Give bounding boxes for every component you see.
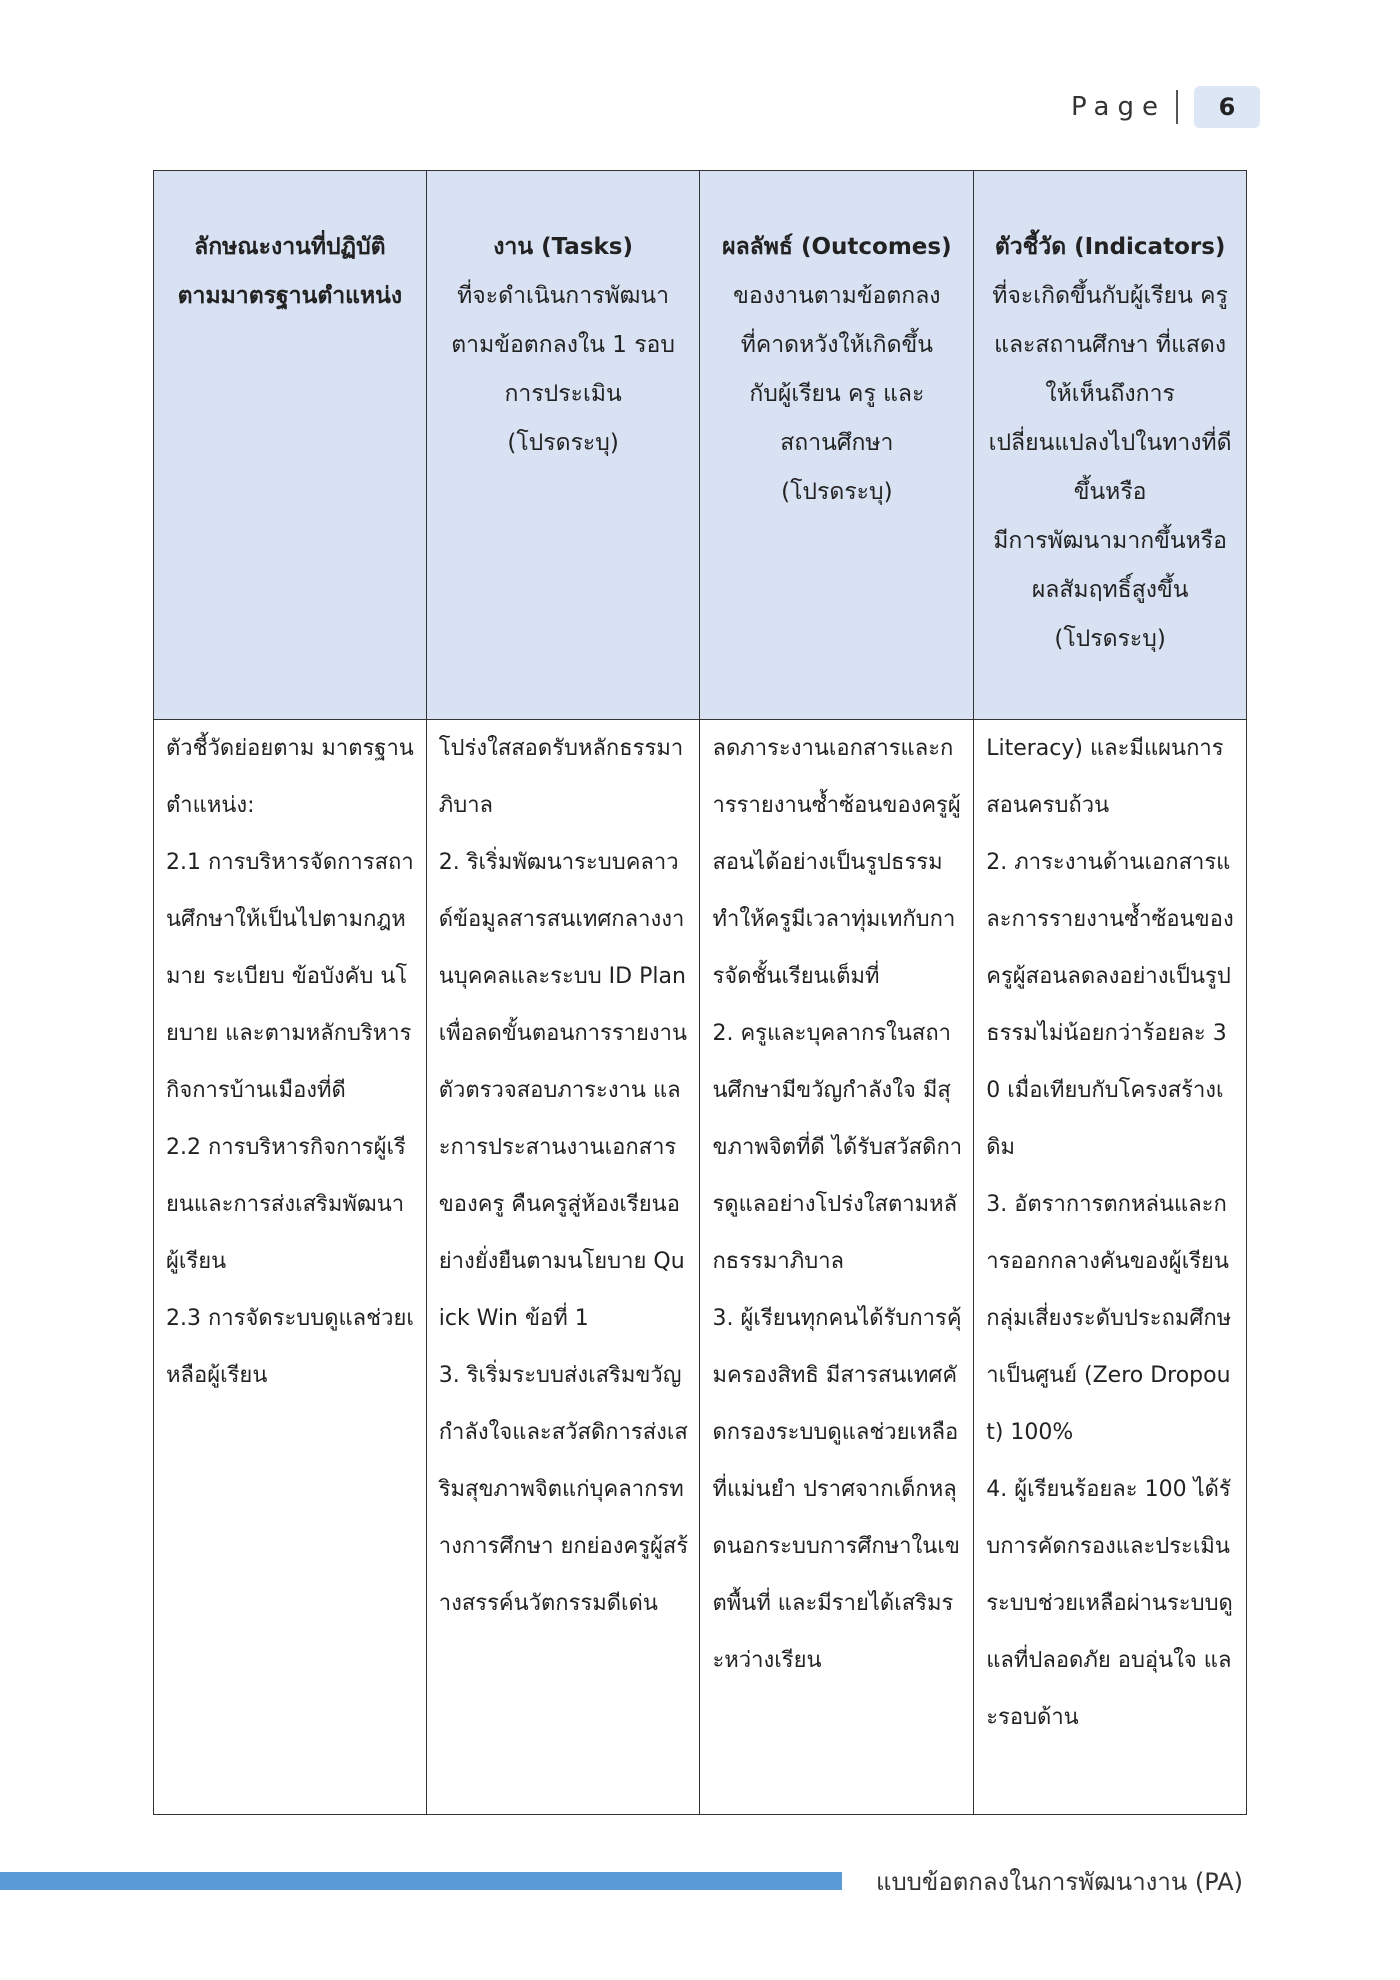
page-header (1071, 86, 1260, 128)
table-header-row (154, 171, 1247, 720)
header-line: ตามข้อตกลงใน 1 รอบ (451, 332, 675, 358)
cell-paragraph: 2.3 การจัดระบบดูแลช่วยเหลือผู้เรียน (166, 1306, 414, 1388)
cell-paragraph: 2. ภาระงานด้านเอกสารและการรายงานซ้ำซ้อนของครูผู้สอนลดลงอย่างเป็นรูปธรรมไม่น้อยกว่าร้อยละ 30 เมื่อเทียบกับโครงสร้างเดิม (986, 850, 1234, 1160)
header-line: ที่จะเกิดขึ้นกับผู้เรียน ครู (992, 283, 1228, 309)
header-outcomes (700, 171, 974, 720)
cell-paragraph: โปร่งใสสอดรับหลักธรรมาภิบาล (438, 736, 684, 818)
header-indicators (974, 171, 1247, 720)
pa-table (153, 170, 1247, 1815)
header-line: ให้เห็นถึงการ (1045, 381, 1175, 407)
cell-paragraph: 3. อัตราการตกหล่นและการออกกลางคันของผู้เรียนกลุ่มเสี่ยงระดับประถมศึกษาเป็นศูนย์ (Zero Dropout) 100% (986, 1192, 1232, 1445)
header-line: (โปรดระบุ) (507, 430, 619, 456)
header-line: ตามมาตรฐานตำแหน่ง (177, 283, 403, 309)
cell-paragraph: Literacy) และมีแผนการสอนครบถ้วน (986, 736, 1224, 818)
cell-characteristics (154, 720, 427, 1815)
header-line: เปลี่ยนแปลงไปในทางที่ดี (988, 430, 1232, 456)
header-line: งาน (Tasks) (493, 234, 634, 260)
header-line: และสถานศึกษา ที่แสดง (994, 332, 1227, 358)
header-line: (โปรดระบุ) (781, 479, 893, 505)
cell-paragraph: 4. ผู้เรียนร้อยละ 100 ได้รับการคัดกรองและประเมินระบบช่วยเหลือผ่านระบบดูแลที่ปลอดภัย อบอุ่นใจ และรอบด้าน (986, 1477, 1233, 1730)
header-line: ตัวชี้วัด (Indicators) (994, 234, 1226, 260)
cell-paragraph: 2.1 การบริหารจัดการสถานศึกษาให้เป็นไปตามกฎหมาย ระเบียบ ข้อบังคับ นโยบาย และตามหลักบริหารกิจการบ้านเมืองที่ดี (166, 850, 414, 1103)
header-line: ผลสัมฤทธิ์สูงขึ้น (1031, 577, 1189, 603)
header-line: กับผู้เรียน ครู และ (749, 381, 925, 407)
header-line: ที่คาดหวังให้เกิดขึ้น (740, 332, 933, 358)
header-line: มีการพัฒนามากขึ้นหรือ (993, 528, 1227, 554)
page-separator (1176, 90, 1178, 124)
cell-paragraph: 2. ครูและบุคลากรในสถานศึกษามีขวัญกำลังใจ มีสุขภาพจิตที่ดี ได้รับสวัสดิการดูแลอย่างโปร่งใสตามหลักธรรมาภิบาล (712, 1021, 963, 1274)
cell-tasks (426, 720, 700, 1815)
page-number: 6 (1194, 86, 1260, 128)
header-line: ขึ้นหรือ (1073, 479, 1147, 505)
header-line: สถานศึกษา (780, 430, 894, 456)
cell-indicators (974, 720, 1247, 1815)
cell-outcomes (700, 720, 974, 1815)
header-line: การประเมิน (504, 381, 622, 407)
header-line: (โปรดระบุ) (1054, 626, 1166, 652)
cell-paragraph: ตัวชี้วัดย่อยตาม มาตรฐานตำแหน่ง: (166, 736, 414, 818)
cell-paragraph: 3. ผู้เรียนทุกคนได้รับการคุ้มครองสิทธิ มีสารสนเทศคัดกรองระบบดูแลช่วยเหลือที่แม่นยำ ปราศจากเด็กหลุดนอกระบบการศึกษาในเขตพื้นที่ และมีรายได้เสริมระหว่างเรียน (712, 1306, 962, 1673)
header-line: ของงานตามข้อตกลง (733, 283, 941, 309)
page-label: Page (1071, 92, 1166, 122)
header-line: ลักษณะงานที่ปฏิบัติ (194, 234, 386, 260)
header-tasks (426, 171, 700, 720)
header-characteristics (154, 171, 427, 720)
cell-paragraph: 2. ริเริ่มพัฒนาระบบคลาวด์ข้อมูลสารสนเทศกลางงานบุคคลและระบบ ID Plan เพื่อลดขั้นตอนการรายงานตัวตรวจสอบภาระงาน และการประสานงานเอกสารของครู คืนครูสู่ห้องเรียนอย่างยั่งยืนตามนโยบาย Quick Win ข้อที่ 1 (438, 850, 688, 1331)
cell-paragraph: 3. ริเริ่มระบบส่งเสริมขวัญกำลังใจและสวัสดิการส่งเสริมสุขภาพจิตแก่บุคลากรทางการศึกษา ยกย่องครูผู้สร้างสรรค์นวัตกรรมดีเด่น (438, 1363, 689, 1616)
header-line: ที่จะดำเนินการพัฒนา (457, 283, 670, 309)
footer-bar (0, 1872, 842, 1890)
footer-title: แบบข้อตกลงในการพัฒนางาน (PA) (875, 1868, 1243, 1896)
cell-paragraph: 2.2 การบริหารกิจการผู้เรียนและการส่งเสริมพัฒนาผู้เรียน (166, 1135, 406, 1274)
cell-paragraph: ลดภาระงานเอกสารและการรายงานซ้ำซ้อนของครูผู้สอนได้อย่างเป็นรูปธรรม ทำให้ครูมีเวลาทุ่มเทกับการจัดชั้นเรียนเต็มที่ (712, 736, 961, 989)
header-line: ผลลัพธ์ (Outcomes) (722, 234, 952, 260)
table-row (154, 720, 1247, 1815)
